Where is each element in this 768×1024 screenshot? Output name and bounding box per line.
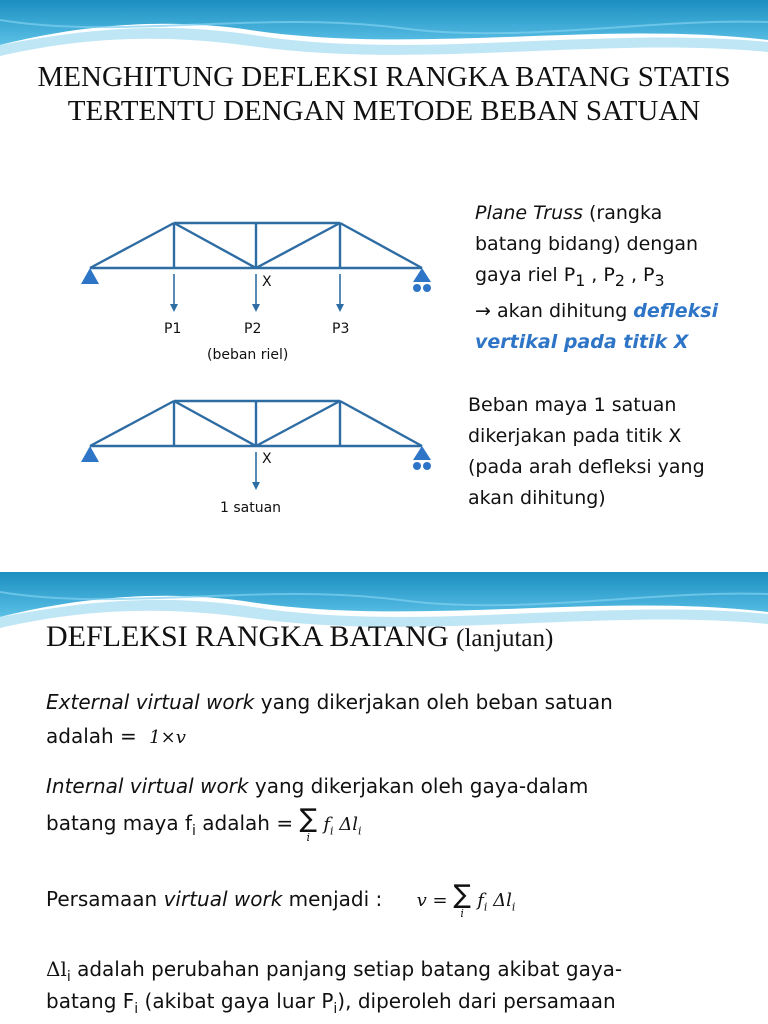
roller-support-icon [413,446,431,460]
virtual-load-description: Beban maya 1 satuan dikerjakan pada titik X (pada arah defleksi yang akan dihitung) [468,394,705,509]
truss-diagram-real-load [78,212,438,312]
slide-gap [0,512,768,572]
external-work-line-1: External virtual work yang dikerjakan oleh beban satuan [46,690,613,714]
external-work-line-2: adalah = 1×v [46,724,186,748]
plane-truss-description: Plane Truss (rangka batang bidang) dengan gaya riel $P_1$ , $P_2$ , $P_3$ → akan dihitung defleksi vertikal pada titik X [475,202,719,353]
unit-load-arrow-icon [252,482,260,490]
load-p1-label: P1 [164,321,182,337]
truss-diagram-virtual-load [78,390,438,490]
sum-symbol: ∑ i [453,880,471,920]
internal-work-line-1: Internal virtual work yang dikerjakan oleh gaya-dalam [46,774,589,798]
load-arrow-icon [252,304,260,312]
title-line-2: TERTENTU DENGAN METODE BEBAN SATUAN [67,95,701,127]
load-arrow-icon [336,304,344,312]
virtual-work-equation-line: Persamaan virtual work menjadi : v = ∑ i $f_i$ $\Delta l_i$ [46,880,516,920]
delta-l-line-2: batang $F_i$ (akibat gaya luar $P_i$), diperoleh dari persamaan [46,989,616,1017]
unit-load-label: 1 satuan [220,500,282,512]
slide-title [0,60,768,128]
roller-support-icon [413,268,431,282]
title-line-1: MENGHITUNG DEFLEKSI RANGKA BATANG STATIS [37,61,731,93]
point-x-label-2: X [262,451,272,467]
real-load-caption: (beban riel) [207,347,289,363]
point-x-label: X [262,274,272,290]
pin-support-icon [81,268,99,284]
delta-l-line-1: $\Delta l_i$ adalah perubahan panjang setiap batang akibat gaya- [46,957,623,985]
slide-2-title: DEFLEKSI RANGKA BATANG (lanjutan) [46,620,554,653]
internal-work-line-2: batang maya $f_i$ adalah = ∑ i $f_i$ $\Delta l_i$ [46,804,362,844]
slide-2 [0,572,768,1024]
load-arrow-icon [170,304,178,312]
sum-symbol: ∑ i [299,804,317,844]
load-p3-label: P3 [332,321,350,337]
load-p2-label: P2 [244,321,262,337]
pin-support-icon [81,446,99,462]
